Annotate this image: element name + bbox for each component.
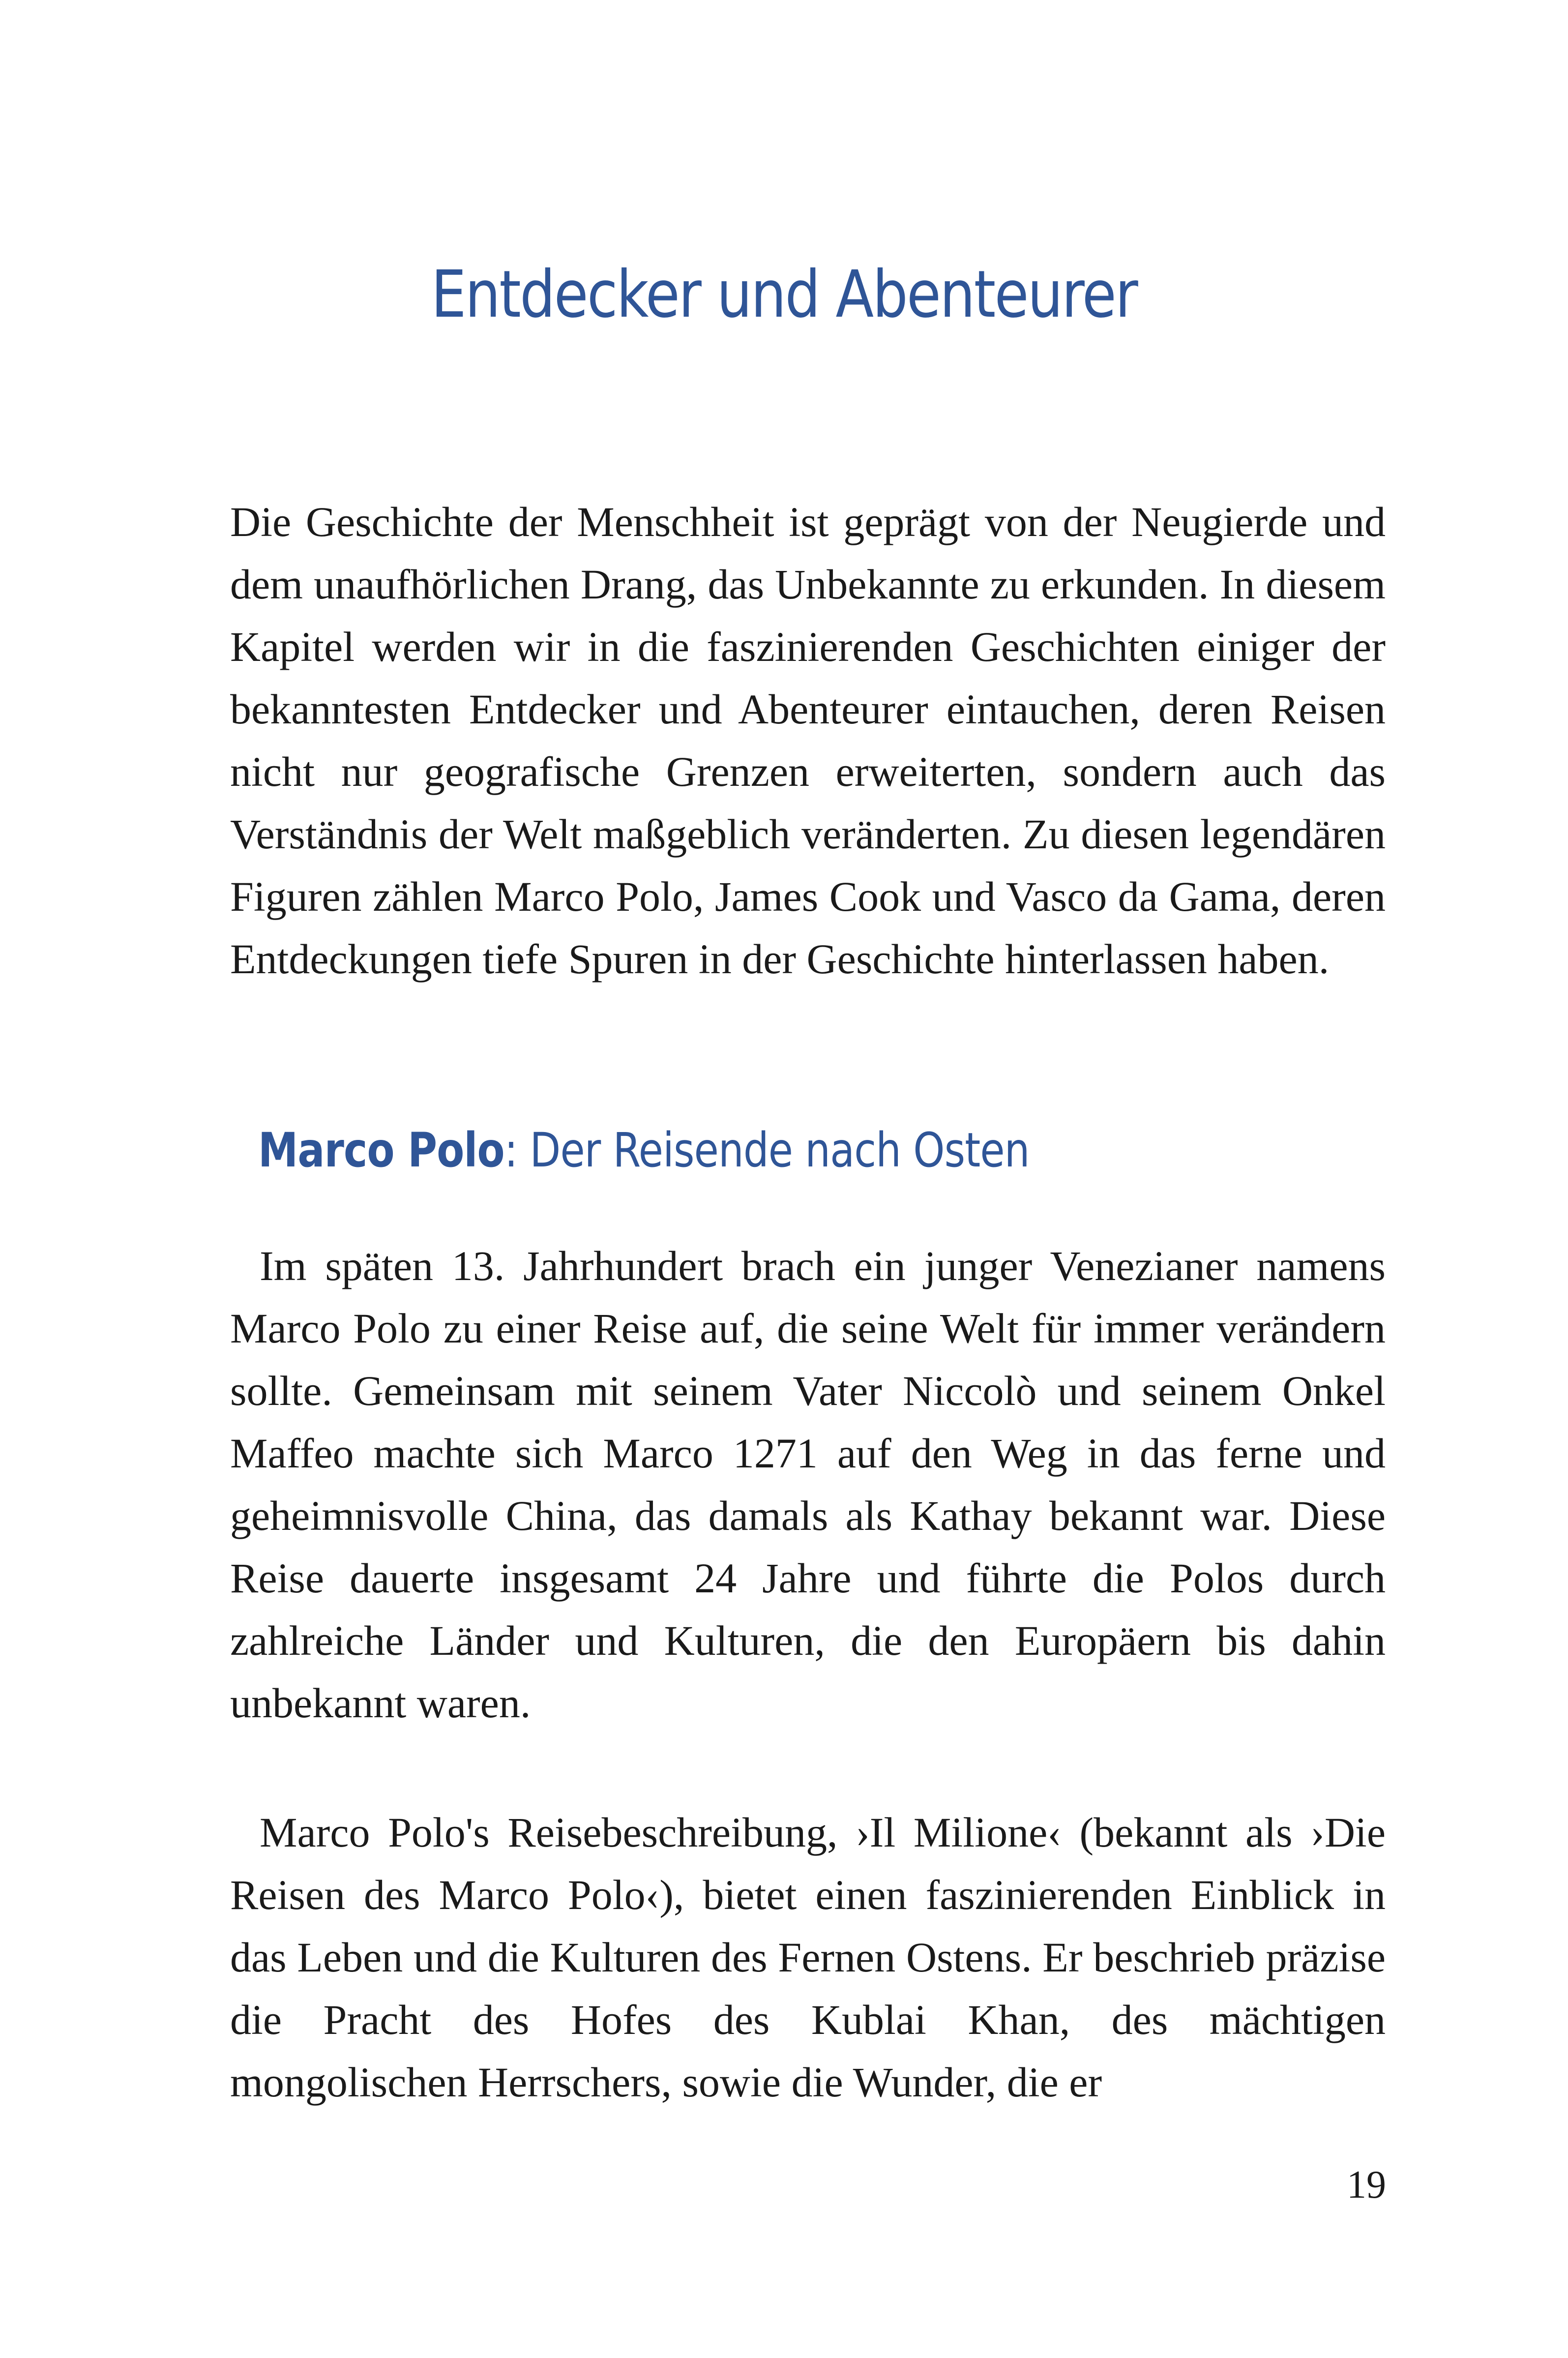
page-number: 19 <box>1347 2163 1386 2207</box>
chapter-title: Entdecker und Abenteurer <box>431 257 1137 332</box>
section-paragraph-2: Marco Polo's Reisebeschreibung, ›Il Milione‹ (bekannt als ›Die Reisen des Marco Polo‹), bietet einen faszinierenden Einblick in das Leben und die Kulturen des Fernen Ostens. Er beschrieb präzise die Pracht des Hofes des Kublai Khan, des mächtigen mongolischen Herrschers, sowie die Wunder, die er <box>230 1809 1386 2106</box>
section-heading <box>258 1122 1219 1179</box>
section-heading-subtitle: : Der Reisende nach Osten <box>504 1123 1030 1178</box>
intro-paragraph: Die Geschichte der Menschheit ist geprägt von der Neugierde und dem unaufhörlichen Drang, das Unbekannte zu erkunden. In diesem Kapitel werden wir in die faszinierenden Geschichten einiger der bekanntesten Entdecker und Abenteurer eintauchen, deren Reisen nicht nur geografische Grenzen erweiterten, sondern auch das Verständnis der Welt maßgeblich veränderten. Zu diesen legendären Figuren zählen Marco Polo, James Cook und Vasco da Gama, deren Entdeckungen tiefe Spuren in der Geschichte hinterlassen haben. <box>230 498 1386 983</box>
section-paragraph-1: Im späten 13. Jahrhundert brach ein junger Venezianer namens Marco Polo zu einer Reise auf, die seine Welt für immer verändern sollte. Gemeinsam mit seinem Vater Niccolò und seinem Onkel Maffeo machte sich Marco 1271 auf den Weg in das ferne und geheimnisvolle China, das damals als Kathay bekannt war. Diese Reise dauerte insgesamt 24 Jahre und führte die Polos durch zahlreiche Länder und Kulturen, die den Europäern bis dahin unbekannt waren. <box>230 1242 1386 1727</box>
section-heading-name: Marco Polo <box>258 1123 504 1178</box>
